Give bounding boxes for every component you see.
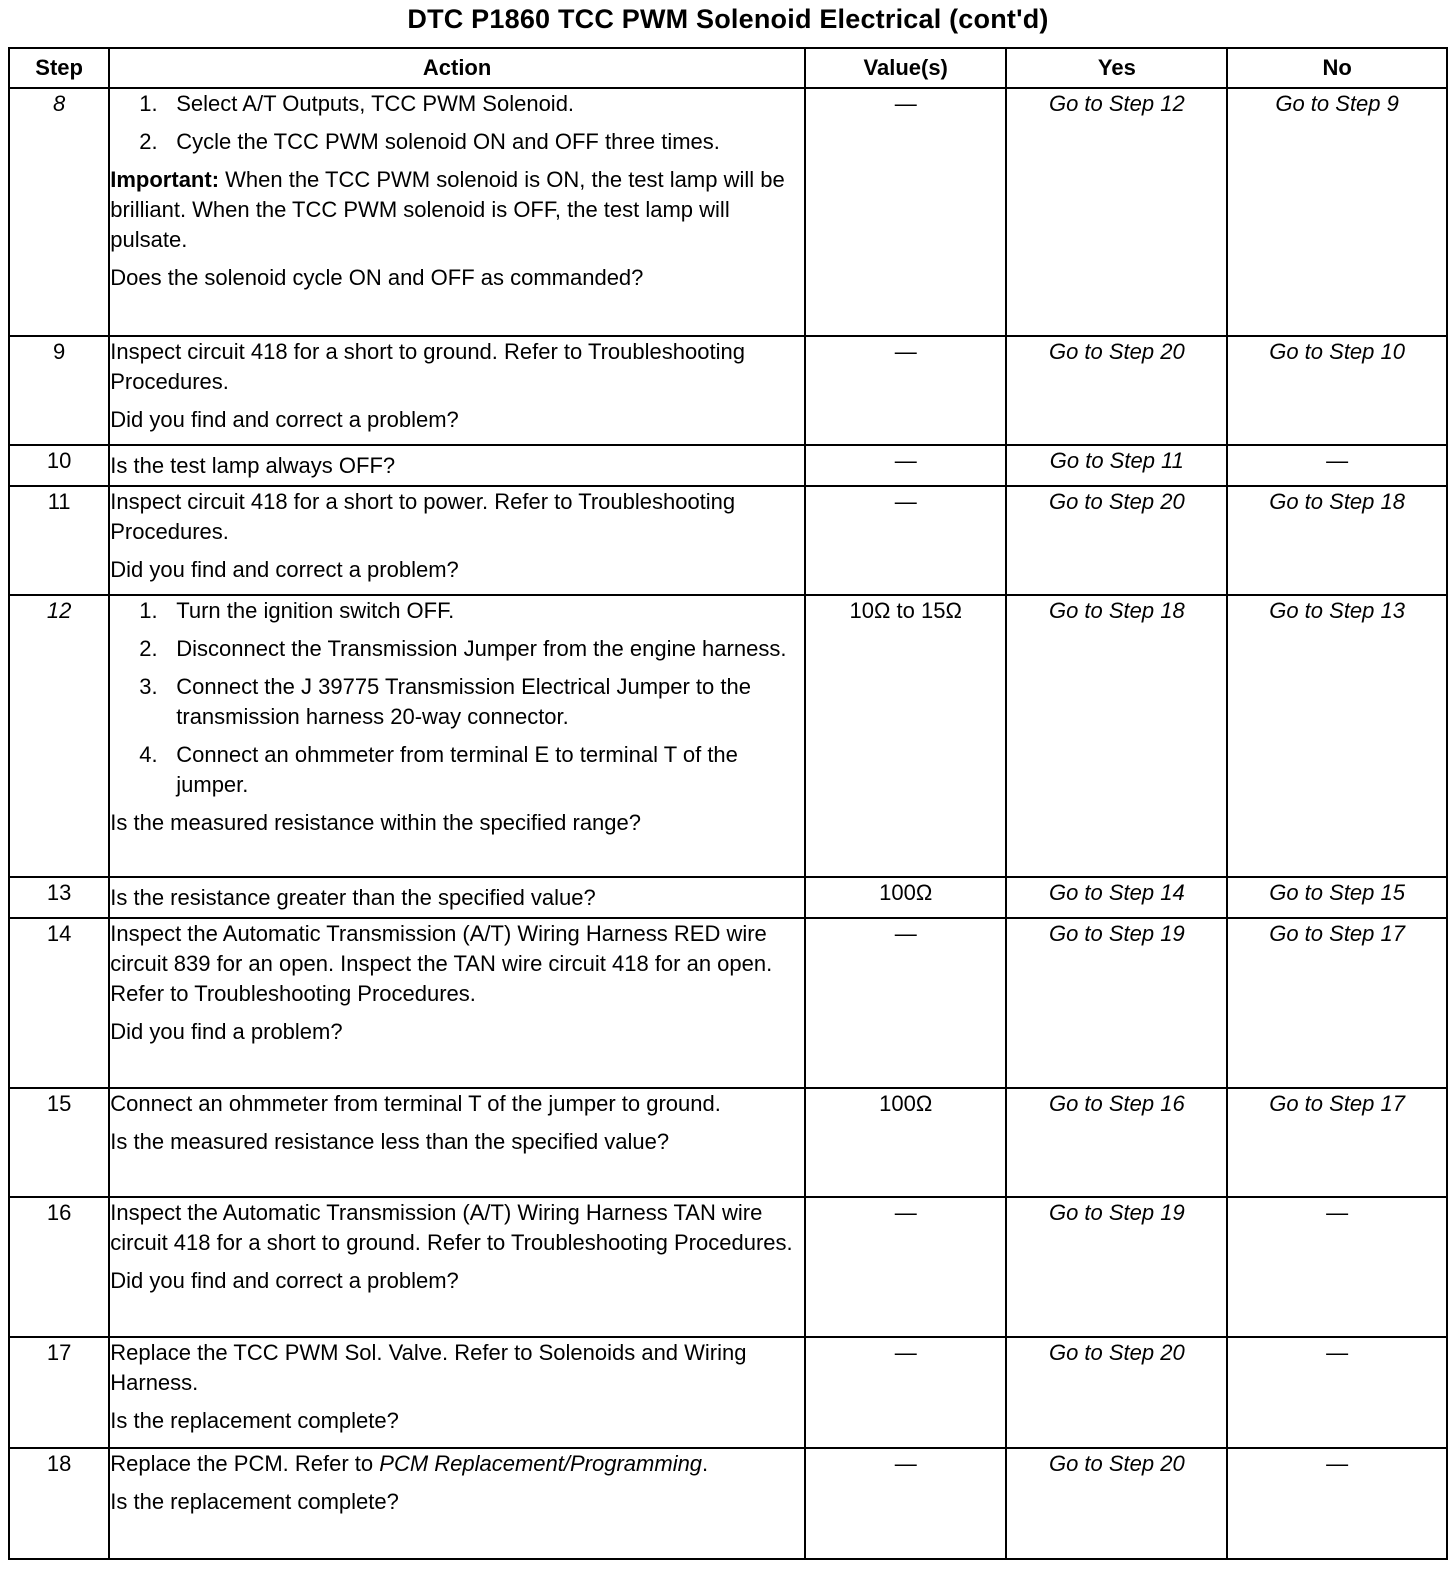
yes-cell: Go to Step 20 xyxy=(1006,1448,1227,1559)
action-cell xyxy=(109,336,805,445)
step-number: 11 xyxy=(9,486,109,595)
table-row xyxy=(9,1448,1447,1559)
action-cell xyxy=(109,1448,805,1559)
action-cell xyxy=(109,1088,805,1197)
important-note xyxy=(110,165,804,255)
question-text: Did you find and correct a problem? xyxy=(110,557,459,582)
diagnostic-table xyxy=(8,47,1448,1560)
instruction-text: Connect an ohmmeter from terminal T of the jumper to ground. xyxy=(110,1091,721,1116)
question-text: Is the replacement complete? xyxy=(110,1408,399,1433)
yes-cell: Go to Step 20 xyxy=(1006,486,1227,595)
table-row xyxy=(9,918,1447,1088)
list-item xyxy=(110,596,804,626)
action-cell xyxy=(109,595,805,877)
value-cell: — xyxy=(805,918,1007,1088)
step-number: 14 xyxy=(9,918,109,1088)
yes-cell: Go to Step 20 xyxy=(1006,1337,1227,1448)
no-cell: — xyxy=(1227,1337,1447,1448)
instruction-text: Inspect the Automatic Transmission (A/T) Wiring Harness RED wire circuit 839 for an open. Inspect the TAN wire circuit 418 for an open. Refer to Troubleshooting Procedures. xyxy=(110,921,773,1006)
list-item xyxy=(110,672,804,732)
action-list xyxy=(110,89,804,157)
instruction-text: Inspect circuit 418 for a short to power. Refer to Troubleshooting Procedures. xyxy=(110,489,736,544)
list-number: 1. xyxy=(139,598,158,623)
list-item xyxy=(110,89,804,119)
table-row xyxy=(9,88,1447,336)
header-step: Step xyxy=(9,48,109,88)
no-cell: Go to Step 9 xyxy=(1227,88,1447,336)
header-yes: Yes xyxy=(1006,48,1227,88)
table-row xyxy=(9,1088,1447,1197)
action-cell xyxy=(109,1337,805,1448)
no-cell: Go to Step 15 xyxy=(1227,877,1447,918)
yes-cell: Go to Step 16 xyxy=(1006,1088,1227,1197)
value-cell: — xyxy=(805,445,1007,486)
table-row xyxy=(9,486,1447,595)
list-item xyxy=(110,740,804,800)
header-action: Action xyxy=(109,48,805,88)
question-text: Did you find and correct a problem? xyxy=(110,1268,459,1293)
list-number: 2. xyxy=(139,129,158,154)
action-list xyxy=(110,596,804,800)
question-text: Did you find a problem? xyxy=(110,1019,343,1044)
value-cell: — xyxy=(805,1197,1007,1337)
question-text: Does the solenoid cycle ON and OFF as commanded? xyxy=(110,265,644,290)
list-text: Connect an ohmmeter from terminal E to terminal T of the jumper. xyxy=(176,742,738,797)
page-title: DTC P1860 TCC PWM Solenoid Electrical (cont'd) xyxy=(407,4,1049,34)
action-cell xyxy=(109,877,805,918)
question-text: Is the replacement complete? xyxy=(110,1489,399,1514)
value-cell: 100Ω xyxy=(805,877,1007,918)
header-no: No xyxy=(1227,48,1447,88)
action-cell xyxy=(109,486,805,595)
question-text: Is the resistance greater than the specified value? xyxy=(110,884,596,910)
instruction-prefix: Replace the PCM. Refer to xyxy=(110,1451,380,1476)
step-number: 16 xyxy=(9,1197,109,1337)
value-cell: 10Ω to 15Ω xyxy=(805,595,1007,877)
yes-cell: Go to Step 18 xyxy=(1006,595,1227,877)
action-cell xyxy=(109,445,805,486)
table-row xyxy=(9,336,1447,445)
list-text: Select A/T Outputs, TCC PWM Solenoid. xyxy=(176,91,575,116)
action-cell xyxy=(109,918,805,1088)
question-text: Is the test lamp always OFF? xyxy=(110,452,396,478)
yes-cell: Go to Step 19 xyxy=(1006,918,1227,1088)
instruction-text xyxy=(110,1449,804,1479)
yes-cell: Go to Step 14 xyxy=(1006,877,1227,918)
yes-cell: Go to Step 12 xyxy=(1006,88,1227,336)
no-cell: Go to Step 18 xyxy=(1227,486,1447,595)
manual-reference: PCM Replacement/Programming xyxy=(379,1451,703,1476)
value-cell: — xyxy=(805,1448,1007,1559)
no-cell: Go to Step 10 xyxy=(1227,336,1447,445)
list-number: 4. xyxy=(139,742,158,767)
list-item xyxy=(110,634,804,664)
step-number: 18 xyxy=(9,1448,109,1559)
list-number: 3. xyxy=(139,674,158,699)
step-number: 9 xyxy=(9,336,109,445)
step-number: 17 xyxy=(9,1337,109,1448)
question-text: Is the measured resistance within the specified range? xyxy=(110,810,641,835)
list-number: 2. xyxy=(139,636,158,661)
header-values: Value(s) xyxy=(805,48,1007,88)
step-number: 13 xyxy=(9,877,109,918)
yes-cell: Go to Step 20 xyxy=(1006,336,1227,445)
list-text: Cycle the TCC PWM solenoid ON and OFF three times. xyxy=(176,129,720,154)
no-cell: — xyxy=(1227,1197,1447,1337)
list-text: Turn the ignition switch OFF. xyxy=(176,598,455,623)
value-cell: — xyxy=(805,88,1007,336)
important-label: Important: xyxy=(110,167,220,192)
value-cell: — xyxy=(805,486,1007,595)
list-number: 1. xyxy=(139,91,158,116)
important-text: When the TCC PWM solenoid is ON, the test lamp will be brilliant. When the TCC PWM solenoid is OFF, the test lamp will pulsate. xyxy=(110,167,785,252)
instruction-text: Inspect circuit 418 for a short to ground. Refer to Troubleshooting Procedures. xyxy=(110,339,745,394)
table-row xyxy=(9,1197,1447,1337)
header-row xyxy=(9,48,1447,88)
step-number: 10 xyxy=(9,445,109,486)
no-cell: Go to Step 17 xyxy=(1227,1088,1447,1197)
list-item xyxy=(110,127,804,157)
no-cell: — xyxy=(1227,1448,1447,1559)
step-number: 12 xyxy=(9,595,109,877)
question-text: Did you find and correct a problem? xyxy=(110,407,459,432)
table-row xyxy=(9,1337,1447,1448)
table-row xyxy=(9,595,1447,877)
list-text: Disconnect the Transmission Jumper from the engine harness. xyxy=(176,636,787,661)
step-number: 8 xyxy=(9,88,109,336)
value-cell: — xyxy=(805,336,1007,445)
value-cell: — xyxy=(805,1337,1007,1448)
no-cell: Go to Step 17 xyxy=(1227,918,1447,1088)
list-text: Connect the J 39775 Transmission Electrical Jumper to the transmission harness 20-way connector. xyxy=(176,674,751,729)
question-text: Is the measured resistance less than the specified value? xyxy=(110,1129,670,1154)
table-row xyxy=(9,445,1447,486)
yes-cell: Go to Step 19 xyxy=(1006,1197,1227,1337)
value-cell: 100Ω xyxy=(805,1088,1007,1197)
instruction-text: Inspect the Automatic Transmission (A/T) Wiring Harness TAN wire circuit 418 for a short to ground. Refer to Troubleshooting Procedures. xyxy=(110,1200,793,1255)
table-row xyxy=(9,877,1447,918)
instruction-text: Replace the TCC PWM Sol. Valve. Refer to Solenoids and Wiring Harness. xyxy=(110,1340,747,1395)
action-cell xyxy=(109,1197,805,1337)
instruction-suffix: . xyxy=(702,1451,709,1476)
yes-cell: Go to Step 11 xyxy=(1006,445,1227,486)
step-number: 15 xyxy=(9,1088,109,1197)
no-cell: Go to Step 13 xyxy=(1227,595,1447,877)
no-cell: — xyxy=(1227,445,1447,486)
action-cell xyxy=(109,88,805,336)
